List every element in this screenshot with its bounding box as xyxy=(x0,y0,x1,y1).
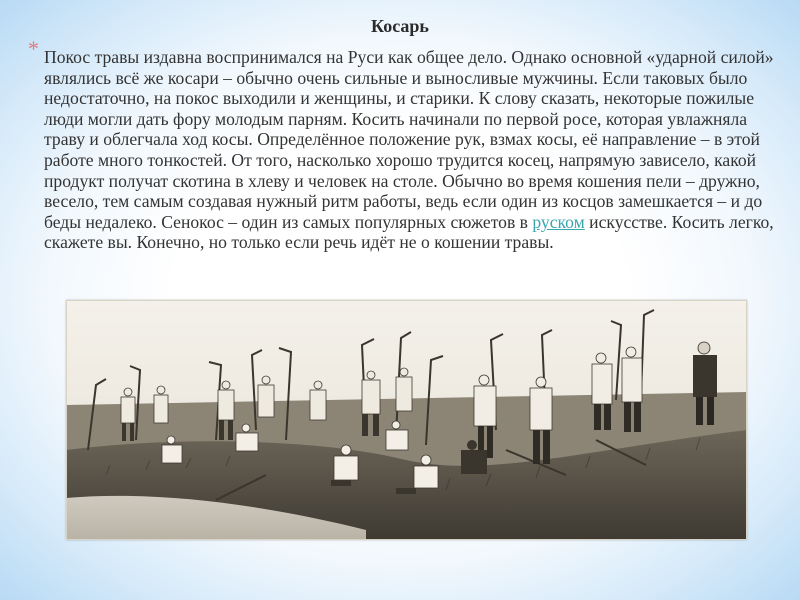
paragraph-text-after-link: искусстве. Косить легко, скажете вы. Конечно, но только если речь идёт не о кошении травы. xyxy=(44,211,774,253)
mowers-group-photo xyxy=(66,300,747,540)
bullet-asterisk-icon: * xyxy=(28,36,39,61)
paragraph-text-before-link: Покос травы издавна воспринимался на Руси как общее дело. Однако основной «ударной силой» являлись всё же косари – обычно очень сильные и выносливые мужчины. Если таковых было недостаточно, на покос выходили и женщины, и старики. К слову сказать, некоторые пожилые люди могли дать фору молодым парням. Косить начинали по первой росе, которая увлажняла траву и облегчала ход косы. Определённое положение рук, взмах косы, её направление – в этой работе много тонкостей. От того, насколько хорошо трудится косец, напрямую зависело, какой продукт получат скотина в хлеву и человек на столе. Обычно во время кошения пели – дружно, весело, тем самым создавая нужный ритм работы, ведь если один из косцов замешкается – и до беды недалеко. Сенокос – один из самых популярных сюжетов в xyxy=(44,47,774,232)
body-paragraph xyxy=(44,47,774,253)
mowers-photo-illustration xyxy=(66,300,747,540)
art-link[interactable]: руском xyxy=(532,211,585,232)
slide-title: Косарь xyxy=(371,16,429,36)
